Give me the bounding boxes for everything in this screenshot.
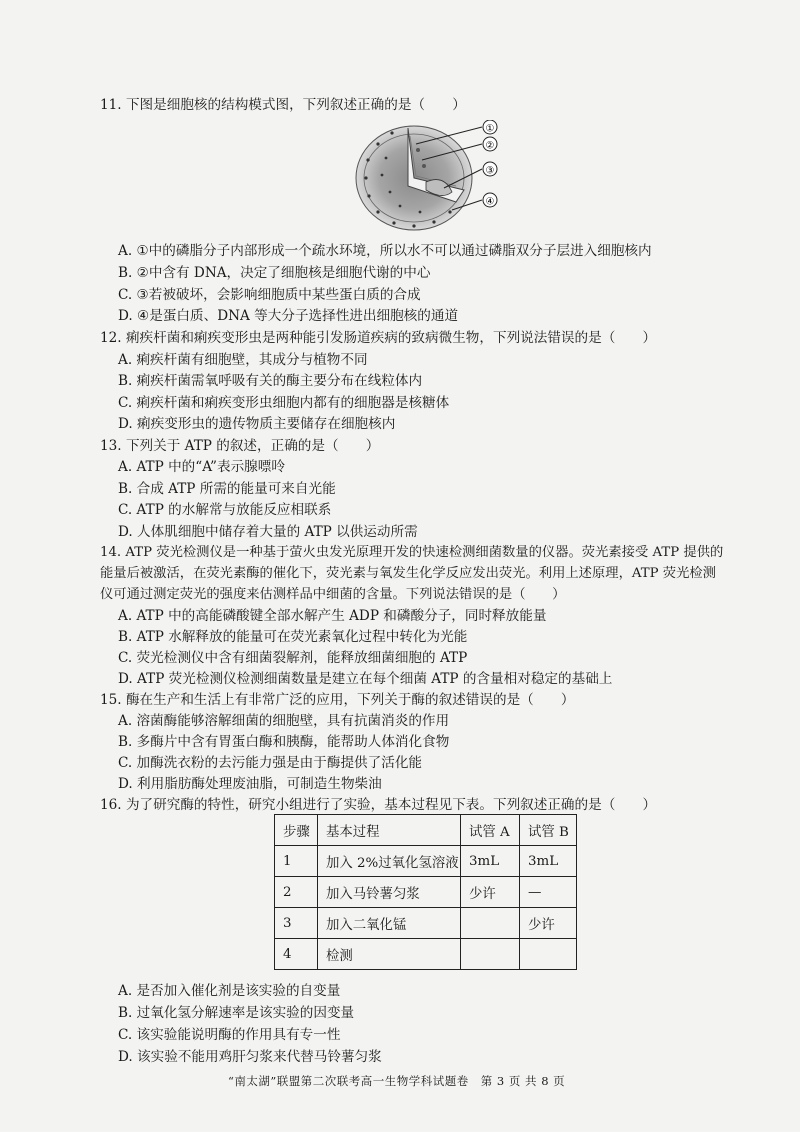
q12-option-d: D. 痢疾变形虫的遗传物质主要储存在细胞核内 <box>118 416 396 432</box>
nucleus-structure-diagram <box>352 120 502 232</box>
q13-option-d: D. 人体肌细胞中储存着大量的 ATP 以供运动所需 <box>118 524 418 540</box>
question-12-stem: 12. 痢疾杆菌和痢疾变形虫是两种能引发肠道疾病的致病微生物，下列说法错误的是（ ） <box>100 330 657 346</box>
table-cell: 加入马铃薯匀浆 <box>318 877 461 908</box>
table-cell <box>461 908 520 939</box>
table-row <box>275 908 577 939</box>
table-cell: 3mL <box>520 846 577 877</box>
question-13-stem: 13. 下列关于 ATP 的叙述，正确的是（ ） <box>100 438 380 454</box>
q12-option-a: A. 痢疾杆菌有细胞壁，其成分与植物不同 <box>118 352 368 368</box>
q14-option-c: C. 荧光检测仪中含有细菌裂解剂，能释放细菌细胞的 ATP <box>118 650 468 666</box>
q13-option-a: A. ATP 中的“A”表示腺嘌呤 <box>118 459 285 475</box>
page-footer: “南太湖”联盟第二次联考高一生物学科试题卷 第 3 页 共 8 页 <box>228 1074 566 1088</box>
question-11-stem: 11. 下图是细胞核的结构模式图，下列叙述正确的是（ ） <box>100 97 466 113</box>
label-3: ③ <box>485 165 495 177</box>
q16-option-d: D. 该实验不能用鸡肝匀浆来代替马铃薯匀浆 <box>118 1049 382 1065</box>
table-row <box>275 939 577 970</box>
q15-option-c: C. 加酶洗衣粉的去污能力强是由于酶提供了活化能 <box>118 755 423 771</box>
table-cell: 1 <box>275 846 318 877</box>
table-cell: 少许 <box>520 908 577 939</box>
label-4: ④ <box>485 196 495 208</box>
q11-option-d: D. ④是蛋白质、DNA 等大分子选择性进出细胞核的通道 <box>118 308 459 324</box>
q13-option-b: B. 合成 ATP 所需的能量可来自光能 <box>118 481 336 497</box>
table-cell <box>461 939 520 970</box>
table-header: 基本过程 <box>318 815 461 846</box>
table-cell: 加入二氧化锰 <box>318 908 461 939</box>
table-row <box>275 877 577 908</box>
q15-option-d: D. 利用脂肪酶处理废油脂，可制造生物柴油 <box>118 776 382 792</box>
q14-option-b: B. ATP 水解释放的能量可在荧光素氧化过程中转化为光能 <box>118 629 468 645</box>
q12-option-b: B. 痢疾杆菌需氧呼吸有关的酶主要分布在线粒体内 <box>118 373 423 389</box>
q12-option-c: C. 痢疾杆菌和痢疾变形虫细胞内都有的细胞器是核糖体 <box>118 395 450 411</box>
table-cell: 3 <box>275 908 318 939</box>
table-cell: 4 <box>275 939 318 970</box>
table-cell: 加入 2%过氧化氢溶液 <box>318 846 461 877</box>
table-header: 试管 B <box>520 815 577 846</box>
label-2: ② <box>485 140 495 152</box>
table-header-row <box>275 815 577 846</box>
table-cell: 少许 <box>461 877 520 908</box>
table-cell: — <box>520 877 577 908</box>
q14-option-d: D. ATP 荧光检测仪检测细菌数量是建立在每个细菌 ATP 的含量相对稳定的基础上 <box>118 671 613 687</box>
q16-option-c: C. 该实验能说明酶的作用具有专一性 <box>118 1027 341 1043</box>
q15-option-a: A. 溶菌酶能够溶解细菌的细胞壁，具有抗菌消炎的作用 <box>118 713 450 729</box>
table-cell: 检测 <box>318 939 461 970</box>
q11-option-b: B. ②中含有 DNA，决定了细胞核是细胞代谢的中心 <box>118 265 431 281</box>
question-14-stem-line-3: 仪可通过测定荧光的强度来估测样品中细菌的含量。下列说法错误的是（ ） <box>100 587 566 602</box>
table-cell: 3mL <box>461 846 520 877</box>
table-header: 步骤 <box>275 815 318 846</box>
question-16-stem: 16. 为了研究酶的特性，研究小组进行了实验，基本过程见下表。下列叙述正确的是（ ） <box>100 797 657 813</box>
q15-option-b: B. 多酶片中含有胃蛋白酶和胰酶，能帮助人体消化食物 <box>118 734 450 750</box>
question-14-stem-line-2: 能量后被激活，在荧光素酶的催化下，荧光素与氧发生化学反应发出荧光。利用上述原理，ATP 荧光检测 <box>100 566 716 581</box>
label-1: ① <box>485 123 495 135</box>
q11-option-c: C. ③若被破坏，会影响细胞质中某些蛋白质的合成 <box>118 287 421 303</box>
question-14-stem-line-1: 14. ATP 荧光检测仪是一种基于萤火虫发光原理开发的快速检测细菌数量的仪器。荧光素接受 ATP 提供的 <box>100 545 724 560</box>
q16-option-a: A. 是否加入催化剂是该实验的自变量 <box>118 983 341 999</box>
q14-option-a: A. ATP 中的高能磷酸键全部水解产生 ADP 和磷酸分子，同时释放能量 <box>118 608 547 624</box>
question-15-stem: 15. 酶在生产和生活上有非常广泛的应用，下列关于酶的叙述错误的是（ ） <box>100 692 575 708</box>
experiment-table <box>274 814 577 970</box>
q16-option-b: B. 过氧化氢分解速率是该实验的因变量 <box>118 1005 355 1021</box>
q13-option-c: C. ATP 的水解常与放能反应相联系 <box>118 502 332 518</box>
table-cell <box>520 939 577 970</box>
table-cell: 2 <box>275 877 318 908</box>
table-row <box>275 846 577 877</box>
table-header: 试管 A <box>461 815 520 846</box>
q11-option-a: A. ①中的磷脂分子内部形成一个疏水环境，所以水不可以通过磷脂双分子层进入细胞核内 <box>118 243 652 259</box>
